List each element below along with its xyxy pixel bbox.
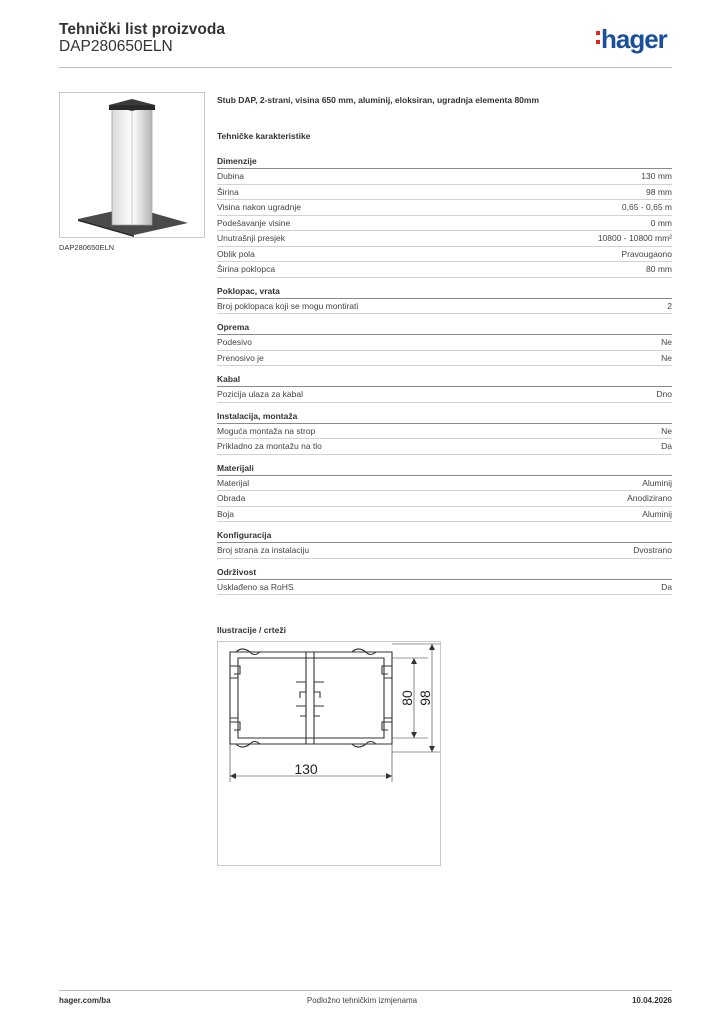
spec-label: Moguća montaža na strop [217, 425, 316, 436]
spec-label: Broj strana za instalaciju [217, 545, 310, 555]
section-title: Održivost [217, 566, 672, 580]
spec-value: Da [661, 441, 672, 451]
spec-row [217, 351, 672, 367]
spec-row [217, 262, 672, 278]
spec-value: Ne [661, 337, 672, 347]
section-title: Dimenzije [217, 155, 672, 169]
spec-section [217, 410, 672, 455]
spec-value: Aluminij [642, 508, 672, 519]
spec-label: Podesivo [217, 337, 252, 347]
hager-logo [596, 26, 667, 52]
spec-row [217, 200, 672, 216]
spec-section [217, 462, 672, 523]
spec-label: Oblik pola [217, 248, 255, 259]
spec-label: Pozicija ulaza za kabal [217, 389, 303, 399]
cross-section-drawing [218, 642, 440, 865]
spec-value: Ne [661, 352, 672, 363]
product-description: Stub DAP, 2-strani, visina 650 mm, aluminij, eloksiran, ugradnja elementa 80mm [217, 95, 540, 105]
spec-label: Prikladno za montažu na tlo [217, 441, 322, 451]
spec-row [217, 476, 672, 492]
spec-label: Širina [217, 186, 239, 197]
image-caption: DAP280650ELN [59, 243, 115, 252]
spec-sections [217, 155, 672, 595]
header-divider [59, 67, 672, 68]
product-image [59, 92, 205, 238]
illustration-box [217, 641, 441, 866]
spec-section [217, 529, 672, 559]
spec-content [217, 95, 672, 602]
spec-value: Aluminij [642, 477, 672, 488]
spec-label: Unutrašnji presjek [217, 233, 286, 243]
spec-row [217, 169, 672, 185]
spec-value: 80 mm [646, 264, 672, 274]
section-title: Konfiguracija [217, 529, 672, 543]
spec-row [217, 231, 672, 247]
footer-date: 10.04.2026 [631, 996, 672, 1005]
spec-row [217, 216, 672, 232]
section-title: Kabal [217, 373, 672, 387]
spec-row [217, 491, 672, 507]
section-title: Oprema [217, 321, 672, 335]
spec-label: Visina nakon ugradnje [217, 202, 301, 212]
spec-label: Materijal [217, 477, 250, 488]
spec-value: 10800 - 10800 mm² [597, 233, 672, 243]
spec-row [217, 247, 672, 263]
spec-label: Obrada [217, 493, 246, 503]
spec-section [217, 155, 672, 278]
spec-value: 2 [667, 300, 672, 311]
spec-value: Dno [656, 389, 672, 399]
footer-note: Podložno tehničkim izmjenama [306, 996, 418, 1005]
spec-label: Boja [217, 508, 235, 519]
spec-value: Da [661, 581, 672, 592]
section-title: Poklopac, vrata [217, 285, 672, 299]
spec-row [217, 439, 672, 455]
spec-row [217, 424, 672, 440]
spec-section [217, 373, 672, 403]
dimension-cover-label: 80 [399, 690, 415, 706]
spec-label: Prenosivo je [217, 352, 264, 363]
section-title: Instalacija, montaža [217, 410, 672, 424]
product-code: DAP280650ELN [59, 38, 173, 55]
spec-row [217, 580, 672, 596]
dimension-width-label: 130 [294, 761, 318, 777]
spec-value: Pravougaono [621, 248, 672, 259]
illustration-title: Ilustracije / crteži [217, 625, 286, 635]
spec-label: Podešavanje visine [217, 217, 291, 228]
spec-value: 0 mm [650, 217, 672, 228]
spec-value: Anodizirano [627, 493, 672, 503]
column-product-icon [60, 93, 204, 237]
document-title: Tehnički list proizvoda [59, 21, 225, 38]
spec-row [217, 543, 672, 559]
spec-section [217, 566, 672, 596]
footer-website[interactable]: hager.com/ba [59, 996, 111, 1005]
spec-row [217, 299, 672, 315]
spec-value: Dvostrano [633, 545, 672, 555]
spec-label: Širina poklopca [217, 264, 276, 274]
spec-section [217, 321, 672, 366]
tech-characteristics-title: Tehničke karakteristike [217, 131, 311, 141]
spec-label: Usklađeno sa RoHS [217, 581, 294, 592]
spec-value: 130 mm [641, 171, 672, 181]
spec-row [217, 185, 672, 201]
spec-label: Broj poklopaca koji se mogu montirati [217, 300, 359, 311]
spec-value: Ne [661, 425, 672, 436]
section-title: Materijali [217, 462, 672, 476]
spec-row [217, 387, 672, 403]
footer-divider [59, 990, 672, 991]
spec-label: Dubina [217, 171, 244, 181]
spec-row [217, 507, 672, 523]
spec-value: 0,65 - 0,65 m [621, 202, 672, 212]
logo-text: hager [601, 24, 667, 54]
spec-section [217, 285, 672, 315]
logo-dots-icon [596, 26, 600, 48]
spec-value: 98 mm [646, 186, 672, 197]
dimension-height-label: 98 [417, 690, 433, 706]
spec-row [217, 335, 672, 351]
